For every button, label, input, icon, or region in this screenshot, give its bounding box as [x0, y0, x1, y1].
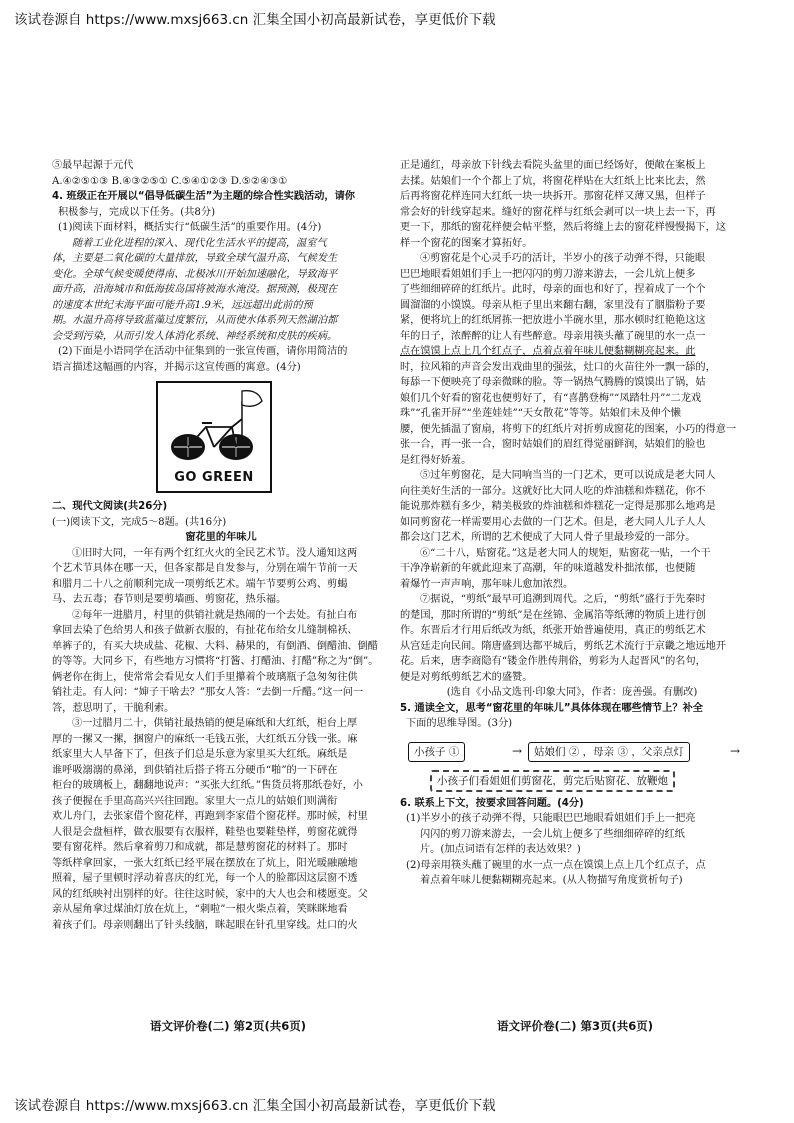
question-6-line: (1)半岁小的孩子动弹不得，只能眼巴巴地眼看姐姐们手上一把亮	[406, 813, 696, 824]
article-line: 等纸样拿回家，一张大红纸已经平展在摆放在了炕上，阳光暖融融地	[52, 857, 358, 869]
mind-map	[400, 736, 744, 792]
article-line: 要有窗花样。然后拿着剪刀和成就，都是慧剪窗花的材料了。那时	[52, 842, 348, 853]
article-line: 着爆竹一声声响，那年味儿愈加浓烈。	[400, 578, 574, 590]
article-line: ⑤过年剪窗花，是大同响当当的一门艺术，更可以说成是老大同人	[420, 470, 716, 481]
section-heading: 二、现代文阅读(共26分)	[52, 501, 168, 512]
material-line: 期。水温升高将导致蓝藻过度繁衍，从而使水体系列天然湖泊都	[52, 315, 338, 326]
article-line: 俩老你在街上，使常常会看见女人们手里攥着个玻璃瓶子急匆匆往供	[52, 671, 358, 683]
article-line: 能说那炸糕有多少，精美极致的炸油糕和炸糕花一定得是那那么地鸡是	[400, 501, 716, 512]
underlined-article-line: 点在馍馍上点上几个红点子，点着点着年味儿便黏糊糊亮起来。此	[400, 346, 696, 357]
article-line: 张一合，再一张一合，窗时姑娘们的眉红得觉丽鲜润，姑娘们的脸也	[400, 439, 706, 450]
article-line: 是红得好娇羞。	[400, 454, 472, 466]
source-citation: (选自《小品文选刊·印象大同》，作者：庞善强。有删改)	[446, 687, 698, 698]
top-source-banner: 该试卷源自 https://www.mxsj663.cn 汇集全国小初高最新试卷，享更低价下载	[14, 12, 496, 28]
question-6-line: (2)母亲用筷头蘸了碗里的水一点一点在馍馍上点上几个红点子，点	[406, 859, 706, 871]
reading-instruction: (一)阅读下文，完成5～8题。(共16分)	[52, 516, 227, 528]
arrow-right-icon: →	[512, 743, 523, 758]
go-green-poster	[156, 381, 272, 493]
article-line: 都会这门艺术，所谓的艺术便成了大同人骨子里最珍爱的一部分。	[400, 532, 696, 543]
article-line: 巴巴地眼看姐姐们手上一把闪闪的剪刀游来游去，一会儿炕上便多	[400, 268, 696, 280]
material-line: 会受到污染，从而引发人体消化系统、神经系统和皮肤的疾病。	[52, 330, 338, 342]
article-line: 厚的一摞又一摞，捆窗户的麻纸一毛钱五张，大红纸五分钱一张。麻	[52, 733, 358, 745]
article-line: 着孩子们。母亲则翻出了针头线脑，眯起眼在针孔里穿线。灶口的火	[52, 919, 358, 931]
article-line: 柜台的玻璃板上，翻翻地说声：“买张大红纸。”售货员将那纸卷好，小	[52, 780, 363, 791]
article-line: 亲从屋角拿过煤油灯放在炕上，“刺啦”一根火柴点着，笑眯眯地看	[52, 904, 348, 915]
answer-choices: A.④②⑤①③ B.④③②⑤① C.⑤④①②③ D.⑤②④③①	[52, 175, 288, 187]
article-line: 销社走。有人问：“婶子干啥去？”那女人答：“去倒一斤醋。”这一问一	[52, 687, 364, 698]
article-line: ⑦据说，“剪纸”最早可追溯到周代。之后，“剪纸”盛行于先秦时	[420, 594, 706, 605]
option-line: ⑤最早起源于元代	[52, 160, 134, 171]
article-line: ②每年一进腊月，村里的供销社就是热闹的一个去处。有扯白布	[72, 609, 358, 621]
material-line: 的速度本世纪末海平面可能升高1.9米，远远超出此前的预	[52, 299, 313, 311]
material-line: 随着工业化进程的深入、现代化生活水平的提高，温室气	[72, 237, 327, 249]
article-line: ⑥“二十八，贴窗花。”这是老大同人的规矩，贴窗花一贴，一个干	[420, 547, 711, 559]
article-line: 人很是会盘桓样，做衣服要有衣服样，鞋垫也要鞋垫样，剪窗花就得	[52, 826, 358, 838]
article-title: 窗花里的年味儿	[185, 532, 257, 543]
question-5-cont: 下面的思维导图。(3分)	[406, 718, 513, 729]
article-line: 答，惹思明了，干脆利索。	[52, 702, 175, 714]
article-line: 干净净崭新的年就此迎来了高潮，年的味道越发朴拙浓郁，也便随	[400, 563, 696, 574]
article-line: 正是通红，母亲放下针线去看院头盆里的面已经饧好，便敞在案板上	[400, 160, 706, 171]
article-line: 作。东晋后才行用后纸改为纸，纸张开始普遍使用，真正的剪纸艺术	[400, 625, 706, 636]
page-footer-left: 语文评价卷(二) 第2页(共6页)	[150, 1019, 307, 1033]
left-page-column	[52, 158, 390, 933]
article-line: 年的日子，浓醉醉的让人有些醉意。母亲用筷头蘸了碗里的水一点一	[400, 330, 706, 342]
article-line: 娘们几个好看的窗花也便剪好了，有“喜鹊登梅”“凤踏牡丹”“二龙戏	[400, 392, 702, 404]
page-footer-right: 语文评价卷(二) 第3页(共6页)	[497, 1019, 654, 1033]
material-line: 体，主要是二氧化碳的大量排放，导致全球气温升高、气候发生	[52, 253, 338, 264]
question-6-line: 片。(加点词语有怎样的表达效果？)	[420, 844, 581, 855]
subquestion-2: (2)下面是小语同学在活动中征集到的一张宣传画，请你用简洁的	[58, 346, 348, 357]
article-line: 照着，屋子里顿时浮动着喜庆的红光，每一个人的脸都因这层窗不透	[52, 873, 358, 884]
article-line: 去揉。姑娘们一个个都上了炕，将窗花样贴在大红纸上比来比去，然	[400, 175, 706, 187]
article-line: 个艺术节具体在哪一天，但各家都是自发参与，分别在端午节前一天	[52, 563, 358, 574]
article-line: ①旧时大同，一年有两个红红火火的全民艺术节。没人通知这两	[72, 547, 358, 559]
article-line: 的等等。大同乡下，有些地方习惯将“打酱、打醋油、打醋”称之为“倒”。	[52, 656, 379, 667]
article-line: 花。后来，唐李商隐有“镂金作胜传荆俗，剪彩为人起晋风”的名句，	[400, 656, 706, 667]
question-6-line: 闪闪的剪刀游来游去，一会儿炕上便多了些细细碎碎的红纸	[420, 828, 685, 840]
article-line: 样一个窗花的图案才算拓好。	[400, 237, 533, 249]
arrow-right-icon: →	[730, 743, 741, 758]
subquestion-1: (1)阅读下面材料，概括实行“低碳生活”的重要作用。(4分)	[58, 222, 322, 233]
article-line: ④剪窗花是个心灵手巧的活计，半岁小的孩子动弹不得，只能眼	[420, 253, 706, 264]
poster-caption: GO GREEN	[174, 469, 254, 485]
article-line: 和腊月二十八之前顺利完成一项剪纸艺术。端午节要剪公鸡、剪蝎	[52, 578, 348, 590]
article-line: 的楚国，那时所谓的“剪纸”是在丝锦、金属箔等纸薄的物质上进行创	[400, 609, 706, 621]
right-page-column	[400, 158, 744, 889]
article-line: 孩子便握在手里高高兴兴往回跑。家里大一点儿的姑娘们则满衔	[52, 795, 338, 807]
article-line: 向往美好生活的一部分。这就好比大同人吃的炸油糕和炸糕花，你不	[400, 485, 706, 497]
mind-map-box-girls: 姑娘们 ② ，母亲 ③ ，父亲点灯	[528, 742, 690, 762]
article-line: 后再将窗花样连同大红纸一块一块拆开。那窗花样又薄又黑，但样子	[400, 191, 706, 202]
article-line: 从宫廷走向民间。隋唐盛到达都平城后，剪纸艺术流行于京畿之地远地开	[400, 640, 726, 652]
question-4-heading-cont: 积极参与，完成以下任务。(共8分)	[58, 206, 216, 218]
article-line: 圆溜溜的小馍馍。母亲从柜子里出来翻右翻，家里没有了胭脂粉子要	[400, 299, 706, 311]
article-line: 欢儿舟门，去张家借个窗花样，再跑到李家借个窗花样。那时候，村里	[52, 811, 368, 822]
article-line: 时，拉风箱的声音会发出戏曲里的强弦，灶口的火苗往外一飘一舔的，	[400, 361, 716, 373]
question-6-line: 着点着年味儿便黏糊糊亮起来。(从人物描写角度赏析句子)	[420, 875, 683, 886]
subquestion-2-cont: 语言描述这幅画的内容，并揭示这宣传画的寓意。(4分)	[52, 361, 301, 373]
article-line: 每舔一下便映亮了母亲微眯的脸。等一锅热气腾腾的馍馍出了锅，姑	[400, 377, 706, 388]
article-line: ③一过腊月二十，供销社最热销的便是麻纸和大红纸，柜台上厚	[72, 718, 358, 729]
bottom-source-banner: 该试卷源自 https://www.mxsj663.cn 汇集全国小初高最新试卷，享更低价下载	[14, 1098, 496, 1114]
material-line: 变化。全球气候变暖使得南、北极冰川开始加速融化，导致海平	[52, 268, 338, 280]
article-line: 如同剪窗花一样需要用心去做的一门艺术。但是，老大同人儿子人人	[400, 516, 706, 528]
article-line: 单裤子的，有买大块成盐、花椒、大料、赫果的，有倒酒、倒醋油、倒醋	[52, 640, 378, 652]
question-5: 5. 通读全文，思考“窗花里的年味儿”具体体现在哪些情节上？补全	[400, 702, 703, 714]
article-line: 风的红纸映衬出别样的好。往往这时候，家中的大人也会和楼愿变。父	[52, 888, 368, 900]
article-line: 纸家里大人早备下了，但孩子们总是乐意为家里买大红纸。麻纸是	[52, 749, 348, 760]
mind-map-box-children: 小孩子们看姐姐们剪窗花，剪完后贴窗花、放鞭炮	[430, 770, 675, 792]
article-line: 更一下，那纸的窗花样便会帖平整，然后将缝上去的窗花样慢慢揭下，这	[400, 222, 726, 233]
article-line: 谁呼吸溺溺的鼻涕，到供销社后搭子将五分硬币“啪”的一下砰在	[52, 764, 338, 776]
material-line: 面升高，沿海城市和低海拔岛国将被海水淹没。据预测，极现在	[52, 284, 338, 295]
article-line: 便是对剪纸剪纸艺术的盛赞。	[400, 671, 533, 683]
article-line: 拿回去染了色给男人和孩子做新衣服的，有扯花布给女儿缝制棉袄、	[52, 625, 358, 636]
mind-map-box-child: 小孩子 ①	[408, 742, 465, 762]
article-line: 了些细细碎碎的红纸片。此时，母亲的面也和好了，捏着成了一个个	[400, 284, 706, 295]
article-line: 珠”“孔雀开屏”“坐莲娃娃”“天女散花”等等。姑娘们未及伸个懒	[400, 408, 681, 419]
question-4-heading: 4. 班级正在开展以“倡导低碳生活”为主题的综合性实践活动，请你	[52, 191, 355, 202]
article-line: 腰，便先插温了窗扇，将剪下的红纸片对折剪成窗花的图案，小巧的得意一	[400, 423, 737, 435]
article-line: 常会好的针线穿起来。缝好的窗花样与红纸会剥可以一块上去一下，再	[400, 206, 716, 218]
article-line: 马、去五毒；春节则是要剪墙画、剪窗花，热乐福。	[52, 594, 287, 605]
question-6: 6. 联系上下文，按要求回答问题。(4分)	[400, 797, 584, 809]
article-line: 紧，便将坑上的红纸屑拣一把放进小半碗水里，那水顿时红艳艳这这	[400, 315, 706, 326]
